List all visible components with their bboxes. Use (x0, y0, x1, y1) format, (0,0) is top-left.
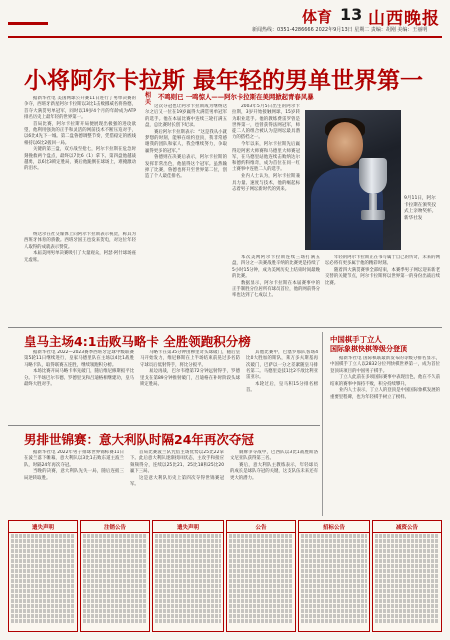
story2-column-3 (246, 350, 318, 422)
paragraph: 随着四大满贯赛事全部结束，本赛季男子网坛迎来新老交替的关键节点，阿尔卡拉斯将以世界第一的身份出战后续比赛。 (325, 268, 440, 286)
paragraph: 马略卡在第35分钟由穆里奇头球破门，随后皇马开始发力，维尼修斯在上半场结束前晃过多名防守球员后低射得手，将比分扳平。 (140, 350, 240, 368)
paragraph: 鲁德则在决赛后表示，阿尔卡拉斯的发挥非常出色，他值得这个冠军。虽然输掉了比赛，鲁德也将升至世界第二位，创造了个人最佳排名。 (145, 155, 227, 180)
ad-box (372, 520, 442, 632)
lead-headline: 小将阿尔卡拉斯 最年轻的男单世界第一 (24, 68, 424, 94)
paragraph: 铜牌争夺战中，巴西队以3比1战胜斯洛文尼亚队获得第三名。 (230, 450, 318, 462)
story3-headline: 中国棋手丁立人 (330, 335, 382, 344)
related-tag: 相关 (145, 92, 152, 106)
section-name: 体育 (302, 8, 333, 26)
section-divider (8, 425, 320, 426)
paragraph: 据新华社电 2022年男子排球世界锦标赛11日在波兰落下帷幕，意大利队以3比1击败东道主波兰队，时隔24年再次夺冠。 (24, 450, 124, 468)
paragraph: 关键的第三盘，双方战至抢七，阿尔卡拉斯在危急时刻挽救两个盘点，最终以7比6（1）拿下。第四盘他越战越勇，以6比3锁定胜局，赛后他跪倒在球场上，难掩激动的泪水。 (24, 147, 136, 172)
ad-box (152, 520, 224, 632)
paragraph: 本届美网男单决赛吸引了大量观众，阿瑟·阿什球场座无虚席。 (24, 251, 136, 263)
paragraph: 年轻的阿尔卡拉斯正在书写属于自己的传奇，未来的网坛必将有更多属于他的精彩时刻。 (325, 255, 440, 267)
ad-text-lines (373, 533, 441, 625)
story4-column-2 (130, 450, 224, 516)
paragraph: 纳达尔在社交媒体上向阿尔卡拉斯表示祝贺，称其为西班牙体育的骄傲。西班牙国王也发来贺电，对这位年轻人取得的成就表示赞赏。 (24, 232, 136, 250)
ad-title: 遗失声明 (153, 521, 223, 533)
lead-column-1b (24, 232, 136, 324)
masthead (8, 4, 442, 38)
paragraph: 据新华社电 美国网球公开赛11日进行了男单决赛的争夺，西班牙新星阿尔卡拉斯以3比1击败挪威名将鲁德，首夺大满贯男单冠军，同时以19岁4个月的年龄成为ATP排名历史上最年轻的世界第一。 (24, 96, 136, 120)
photo-caption: 9月11日，阿尔卡拉斯在颁奖仪式上亲吻奖杯。新华社发 (404, 196, 437, 221)
lead-column-5 (325, 255, 440, 323)
paragraph: 这次夺冠也让阿尔卡拉斯成为继纳达尔之后又一位在19岁赢得大满贯男单冠军的选手。他在本届比赛中连续三轮打满五盘，总比赛时长创下纪录。 (145, 104, 227, 128)
paragraph: 业内人士认为，阿尔卡拉斯兼具力量、速度与技术，他的崛起标志着男子网坛新时代的到来。 (232, 174, 300, 192)
lead-subtitle: 不鸣则已 一鸣惊人——阿尔卡拉斯在美网掀起青春风暴 (158, 93, 314, 101)
story3-subheadline: 国际象棋快棋等级分登顶 (330, 345, 407, 353)
trophy-icon (353, 158, 393, 228)
paragraph: 这是意大利队历史上第四次夺得世锦赛冠军。 (130, 475, 224, 487)
page-number: 13 (340, 5, 363, 24)
ad-text-lines (227, 533, 295, 625)
story2-column-2 (140, 350, 240, 422)
paragraph: 首局比赛波兰队凭借主场优势以25比22拿下。此后意大利队逐渐找回状态，主攻手和接应频频得分，连续以25比21、25比18和25比20赢下三局。 (130, 450, 224, 474)
lead-column-4 (232, 255, 320, 323)
story2-headline: 皇马主场4:1击败马略卡 全胜领跑积分榜 (24, 334, 251, 349)
story2-column-1 (24, 350, 134, 422)
paragraph: 本场比赛开局马略卡率先破门，随后维尼修斯扳平比分。下半场巴尔韦德、罗德里戈和吕迪格相继建功，皇马最终大胜对手。 (24, 369, 134, 387)
paragraph: 2003年5月5日出生的阿尔卡拉斯，3岁开始接触网球，15岁转为职业选手。他的教练费雷罗曾是世界第一，也曾获得法网冠军，师徒二人的组合被认为是网坛最具潜力的搭档之一。 (232, 104, 300, 141)
ad-title: 招标公告 (299, 521, 369, 533)
ad-title: 减资公告 (373, 521, 441, 533)
ad-title: 注销公告 (81, 521, 149, 533)
paragraph: 今年以来，阿尔卡拉斯先后赢得迈阿密大师赛和马德里大师赛冠军，在马德里站他连续击败纳达尔和德约科维奇，成为首位在同一红土赛事中连胜二人的选手。 (232, 142, 300, 173)
lead-column-2 (145, 104, 227, 322)
ad-box (8, 520, 78, 632)
paragraph: 本轮过后，皇马积15分排名榜首。 (246, 381, 318, 394)
story4-column-3 (230, 450, 318, 516)
classified-ads (8, 520, 442, 632)
story3-column (330, 356, 440, 516)
ad-text-lines (9, 533, 77, 625)
ad-text-lines (153, 533, 223, 625)
paragraph: 赛后阿尔卡拉斯表示：“这是我从小就梦想的时刻，能够在纽约登顶，我非常感谢我的团队和家人，我会继续努力，争取赢得更多的冠军。” (145, 129, 227, 154)
ad-text-lines (299, 533, 369, 625)
paragraph: 据新华社电 国际棋联最新发布的等级分排名显示，中国棋手丁立人以2832分位列快棋世界第一，成为首位登顶该项目的中国男子棋手。 (330, 356, 440, 374)
paragraph: 其他比赛中，巴塞罗那队客场4比0大胜加的斯队，莱万多夫斯基再次破门，巴萨以一分之差紧随皇马排名第二。马德里竞技1比2不敌比利亚雷亚尔。 (246, 350, 318, 381)
paragraph: 易边再战，巴尔韦德第72分钟远射得手，罗德里戈在第89分钟推射破门，吕迪格在补时阶段头球锁定胜局。 (140, 369, 240, 387)
column-divider (322, 332, 323, 516)
paragraph: 丁立人此前在多项国际赛事中表现出色，他在不久前结束的赛事中保持不败，积分持续攀升。 (330, 375, 440, 387)
lead-photo (305, 110, 401, 250)
paragraph: 赛后，意大利队主教练表示，年轻球员的成长是球队夺冠的关键，这支队伍未来还有更大的潜力。 (230, 463, 318, 481)
masthead-info: 新闻热线：0351-4286666 2022年9月13日 星期二 责编：胡刚 美编：王丽明 (252, 27, 428, 33)
masthead-accent-bar (8, 22, 48, 25)
ad-box (226, 520, 296, 632)
ad-text-lines (81, 533, 149, 625)
ad-box (80, 520, 150, 632)
ad-box (298, 520, 370, 632)
paragraph: 首局比赛，阿尔卡拉斯开局便展现出极强的进攻欲望，他利用强劲的正手和灵活的网前技术不断压迫对手，以6比4先下一城。第二盘鲁德调整节奏，凭借稳定的底线相持以6比2扳回一局。 (24, 121, 136, 146)
paragraph: 据新华社电 2022—2023赛季西班牙足球甲级联赛第5轮11日继续进行，皇家马德里队在主场以4比1战胜马略卡队，取得联赛五连胜，继续领跑积分榜。 (24, 350, 134, 368)
section-divider (8, 327, 442, 328)
paragraph: 业内人士表示，丁立人的登顶是中国国际象棋发展的重要里程碑，也为年轻棋手树立了榜样。 (330, 388, 440, 400)
ad-title: 遗失声明 (9, 521, 77, 533)
ad-title: 公告 (227, 521, 295, 533)
story4-column-1 (24, 450, 124, 516)
paragraph: 数据显示，阿尔卡拉斯在本届赛事中的正手制胜分位居所有球员首位，他的网前得分率也达到了七成以上。 (232, 280, 320, 299)
newspaper-brand: 山西晚报 (368, 9, 440, 29)
paragraph: 当晚的决赛，意大利队先失一局，随后连扳三局逆转取胜。 (24, 469, 124, 481)
paragraph: 本次美网阿尔卡拉斯连续三场打满五盘，四分之一决赛战胜辛纳的比赛更是持续了5小时15分钟，成为美网历史上结束时间最晚的比赛。 (232, 255, 320, 279)
story4-headline: 男排世锦赛：意大利队时隔24年再次夺冠 (24, 432, 254, 447)
